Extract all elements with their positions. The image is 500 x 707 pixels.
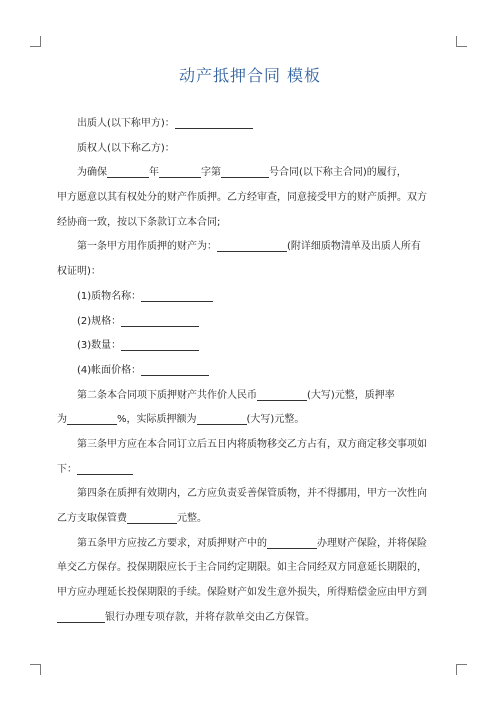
line-text: 下：	[57, 463, 77, 475]
paragraph-line	[57, 581, 447, 606]
paragraph-line	[57, 556, 447, 581]
line-text: 第一条甲方用作质押的财产为：	[77, 241, 217, 253]
fill-in-blank[interactable]	[221, 165, 269, 178]
paragraph-line	[57, 211, 447, 236]
paragraph-line	[57, 137, 447, 162]
paragraph-line	[57, 285, 447, 310]
line-text: 字第	[201, 167, 221, 179]
fill-in-blank[interactable]	[121, 314, 199, 327]
paragraph-line	[57, 606, 447, 631]
line-text: 甲方应办理延长投保期限的手续。保险财产如发生意外损失，所得赔偿金应由甲方到	[57, 587, 427, 599]
fill-in-blank[interactable]	[107, 165, 149, 178]
line-text: 第四条在质押有效期内，乙方应负责妥善保管质物，并不得挪用，甲方一次性向	[77, 488, 427, 500]
line-text: (4)帐面价格：	[77, 364, 142, 376]
line-text: (2)规格：	[77, 315, 122, 327]
crop-mark-bottom-right	[456, 664, 467, 675]
crop-mark-top-left	[30, 36, 41, 47]
line-text: (大写)元整，质押率	[307, 389, 395, 401]
document-body	[57, 112, 447, 630]
line-text: 出质人(以下称甲方)：	[77, 118, 175, 129]
line-text: (3)数量：	[77, 340, 122, 352]
document-title: 动产抵押合同 模板	[178, 66, 322, 85]
paragraph-line	[57, 408, 447, 433]
crop-mark-bottom-left	[30, 664, 41, 675]
paragraph-line	[57, 507, 447, 532]
line-text: (大写)元整。	[246, 414, 305, 426]
fill-in-blank[interactable]	[159, 165, 201, 178]
line-text: 办理财产保险，并将保险	[317, 537, 427, 549]
paragraph-line	[57, 161, 447, 186]
line-text: 乙方支取保管费	[57, 513, 127, 524]
line-text: 为确保	[77, 167, 107, 179]
paragraph-line	[57, 310, 447, 335]
fill-in-blank[interactable]	[217, 239, 287, 252]
line-text: 为	[57, 414, 67, 426]
line-text: (1)质物名称：	[77, 290, 142, 302]
line-text: 号合同(以下称主合同)的履行，	[269, 167, 407, 179]
paragraph-line	[57, 482, 447, 507]
line-text: 第三条甲方应在本合同订立后五日内将质物移交乙方占有，双方商定移交事项如	[77, 438, 427, 450]
line-text: 第二条本合同项下质押财产共作价人民币	[77, 389, 257, 401]
line-text: 年	[149, 167, 159, 179]
fill-in-blank[interactable]	[175, 116, 253, 129]
line-text: 单交乙方保存。投保期限应长于主合同约定期限。如主合同经双方同意延长期限的，	[57, 562, 427, 574]
fill-in-blank[interactable]	[257, 388, 307, 401]
fill-in-blank[interactable]	[141, 363, 209, 376]
paragraph-line	[57, 458, 447, 483]
paragraph-line	[57, 235, 447, 260]
fill-in-blank[interactable]	[141, 289, 213, 302]
paragraph-line	[57, 112, 447, 137]
line-text: 元整。	[177, 513, 207, 524]
fill-in-blank[interactable]	[57, 610, 105, 623]
paragraph-line	[57, 334, 447, 359]
line-text: 经协商一致，按以下条款订立本合同;	[57, 216, 221, 228]
paragraph-line	[57, 433, 447, 458]
fill-in-blank[interactable]	[127, 511, 177, 524]
fill-in-blank[interactable]	[267, 536, 317, 549]
paragraph-line	[57, 384, 447, 409]
line-text: 第五条甲方应按乙方要求，对质押财产中的	[77, 537, 267, 549]
fill-in-blank[interactable]	[77, 462, 133, 475]
line-text: (附详细质物清单及出质人所有	[287, 241, 421, 253]
paragraph-line	[57, 359, 447, 384]
line-text: 权证明)：	[57, 266, 101, 278]
paragraph-line	[57, 532, 447, 557]
line-text: 银行办理专项存款，并将存款单交由乙方保管。	[105, 611, 315, 623]
crop-mark-top-right	[456, 36, 467, 47]
line-text: %，实际质押额为	[117, 414, 197, 426]
paragraph-line	[57, 260, 447, 285]
line-text: 甲方愿意以其有权处分的财产作质押。乙方经审查，同意接受甲方的财产质押。双方	[57, 192, 427, 204]
fill-in-blank[interactable]	[197, 412, 247, 425]
line-text: 质权人(以下称乙方)：	[77, 142, 175, 154]
fill-in-blank[interactable]	[67, 412, 117, 425]
fill-in-blank[interactable]	[121, 338, 199, 351]
paragraph-line	[57, 186, 447, 211]
